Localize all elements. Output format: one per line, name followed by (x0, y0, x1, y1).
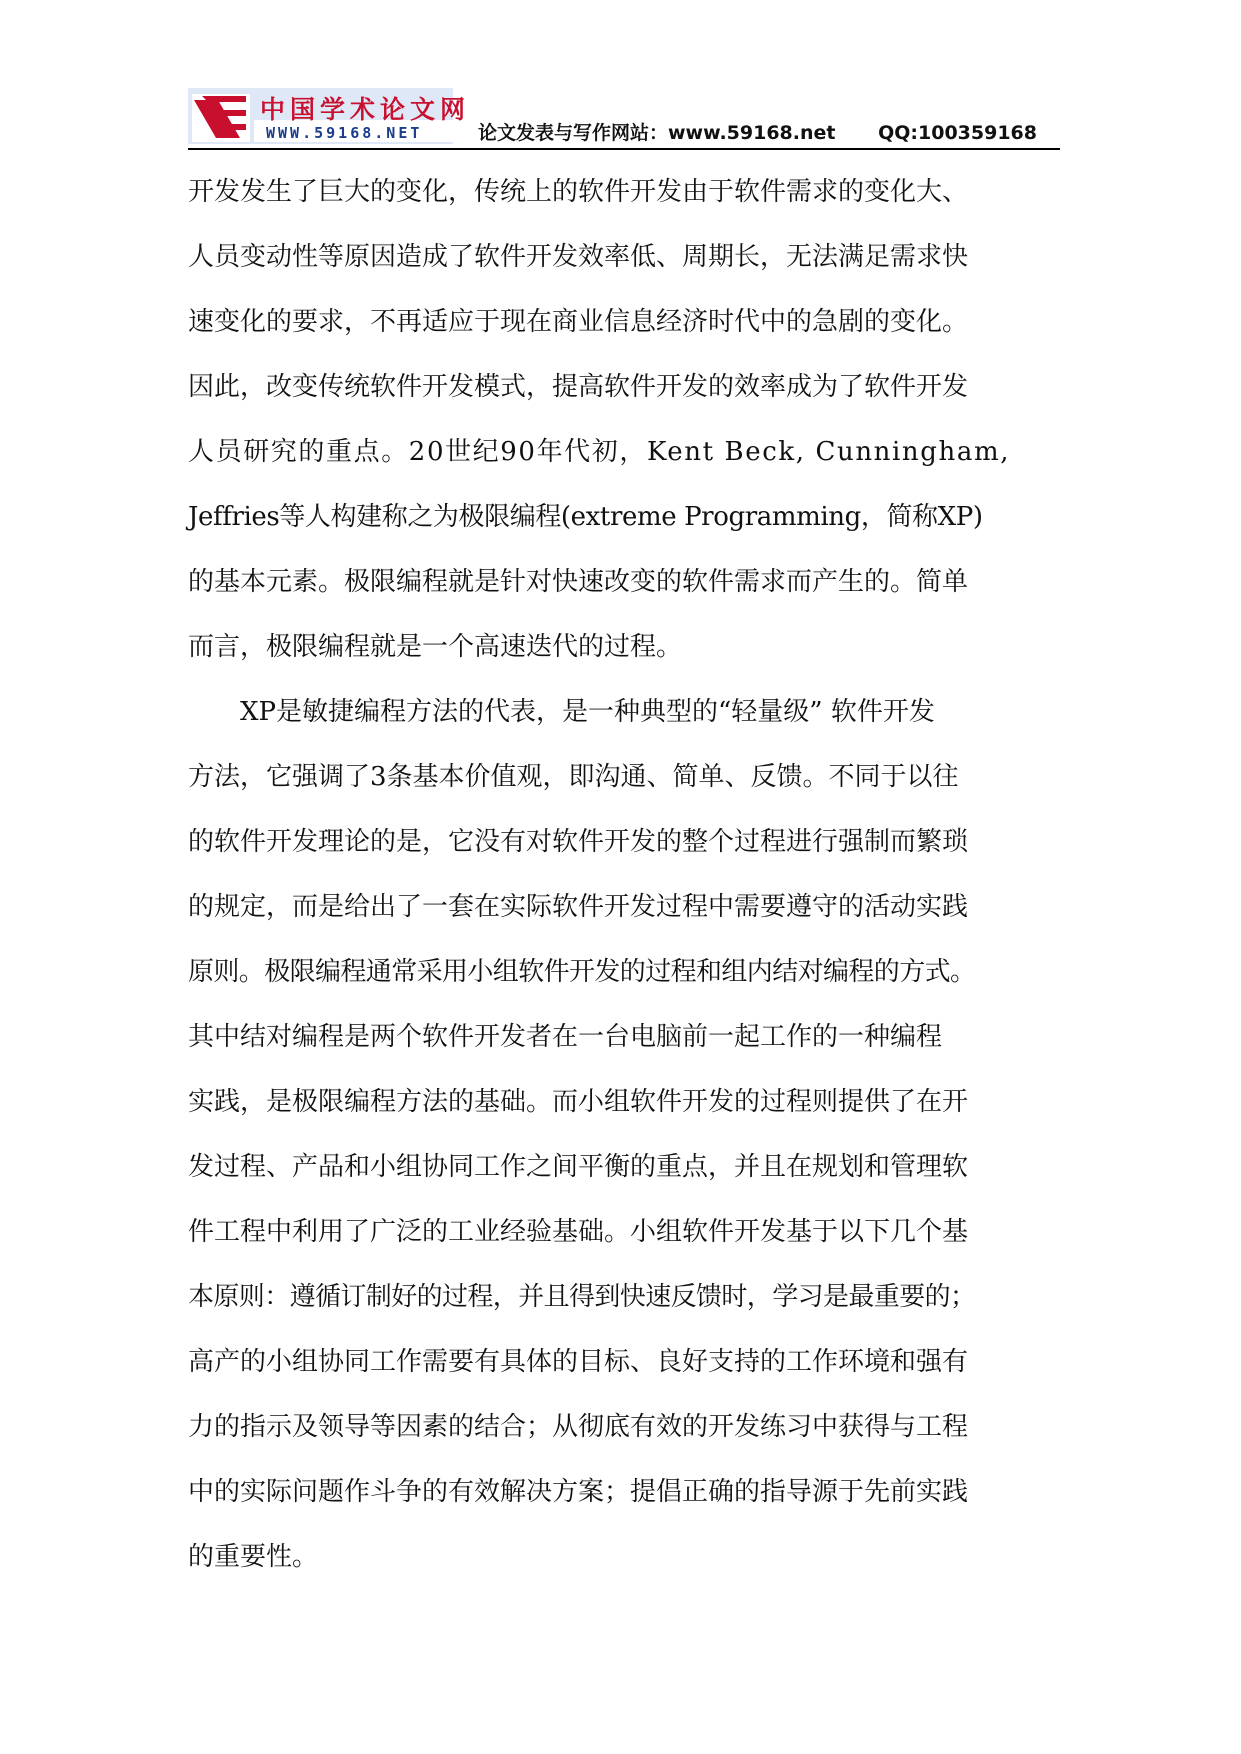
text-line: 发过程、产品和小组协同工作之间平衡的重点，并且在规划和管理软 (188, 1152, 969, 1182)
text-line: 实践，是极限编程方法的基础。而小组软件开发的过程则提供了在开 (188, 1087, 969, 1117)
document-body (188, 160, 1060, 1590)
text-line: 力的指示及领导等因素的结合；从彻底有效的开发练习中获得与工程 (188, 1412, 969, 1442)
text-line: 高产的小组协同工作需要有具体的目标、良好支持的工作环境和强有 (188, 1347, 969, 1377)
qq-label: QQ:100359168 (878, 122, 1037, 144)
logo-url: WWW.59168.NET (266, 124, 423, 142)
text-line: 速变化的要求，不再适应于现在商业信息经济时代中的急剧的变化。 (188, 307, 969, 337)
text-line: 的重要性。 (188, 1542, 319, 1572)
text-line: Jeffries等人构建称之为极限编程(extreme Programming，简称XP) (188, 502, 983, 532)
text-line: 方法，它强调了3条基本价值观，即沟通、简单、反馈。不同于以往 (188, 762, 959, 792)
text-line: 开发发生了巨大的变化，传统上的软件开发由于软件需求的变化大、 (188, 177, 969, 207)
header-contact (478, 118, 1037, 145)
text-line: 件工程中利用了广泛的工业经验基础。小组软件开发基于以下几个基 (188, 1217, 969, 1247)
text-line: 人员变动性等原因造成了软件开发效率低、周期长，无法满足需求快 (188, 242, 969, 272)
site-logo (188, 88, 471, 144)
text-line: 的基本元素。极限编程就是针对快速改变的软件需求而产生的。简单 (188, 567, 969, 597)
text-line: 的规定，而是给出了一套在实际软件开发过程中需要遵守的活动实践 (188, 892, 969, 922)
text-line: 的软件开发理论的是，它没有对软件开发的整个过程进行强制而繁琐 (188, 827, 969, 857)
page-header (188, 86, 1060, 150)
site-label: 论文发表与写作网站：www.59168.net (478, 122, 836, 144)
text-line: 中的实际问题作斗争的有效解决方案；提倡正确的指导源于先前实践 (188, 1477, 969, 1507)
text-line: 本原则：遵循订制好的过程，并且得到快速反馈时，学习是最重要的； (188, 1282, 976, 1312)
text-line: 因此，改变传统软件开发模式，提高软件开发的效率成为了软件开发 (188, 372, 969, 402)
text-line: 其中结对编程是两个软件开发者在一台电脑前一起工作的一种编程 (188, 1022, 943, 1052)
text-line: 原则。极限编程通常采用小组软件开发的过程和组内结对编程的方式。 (188, 957, 976, 987)
text-line: 人员研究的重点。20世纪90年代初，Kent Beck, Cunningham, (188, 437, 1011, 467)
text-line: XP是敏捷编程方法的代表，是一种典型的“轻量级” 软件开发 (240, 697, 935, 727)
logo-title: 中国学术论文网 (260, 95, 471, 124)
text-line: 而言，极限编程就是一个高速迭代的过程。 (188, 632, 683, 662)
